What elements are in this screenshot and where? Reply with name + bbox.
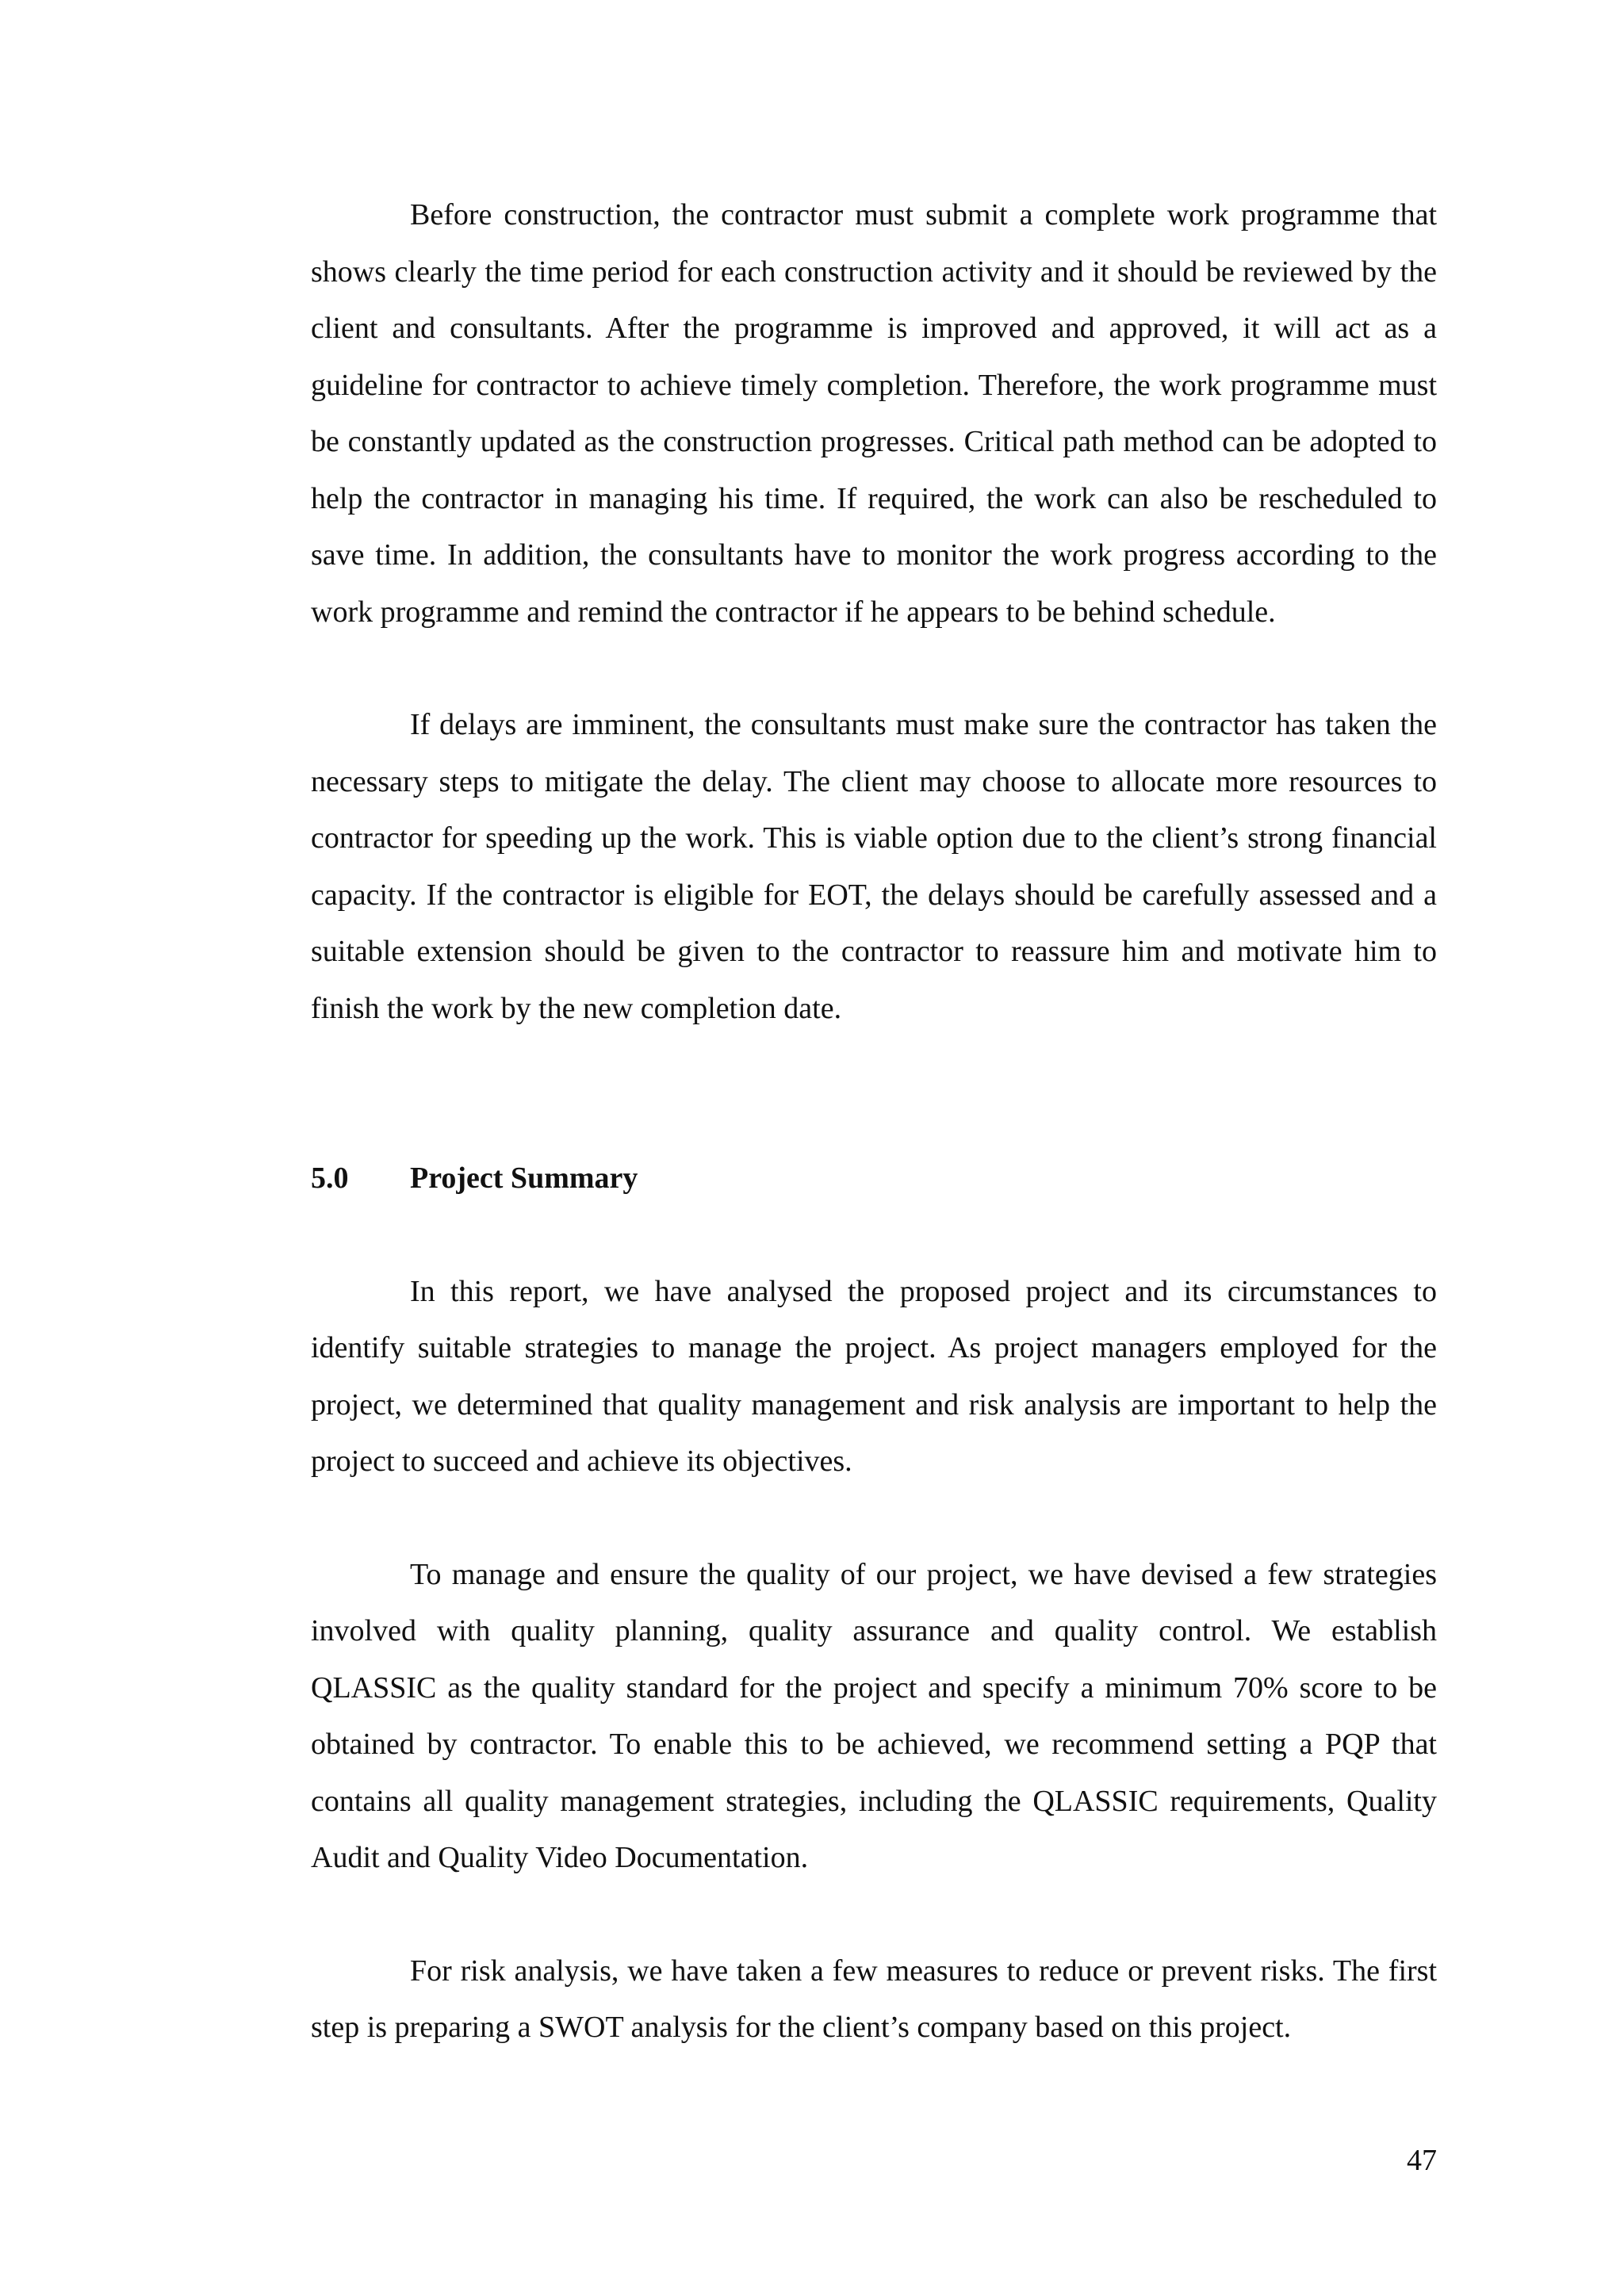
body-paragraph: Before construction, the contractor must submit a complete work programme that shows clearly the time period for each construction activity and it should be reviewed by the client and consultants. After the programme is improved and approved, it will act as a guideline for contractor to achieve timely completion. Therefore, the work programme must be constantly updated as the construction progresses. Critical path method can be adopted to help the contractor in managing his time. If required, the work can also be rescheduled to save time. In addition, the consultants have to monitor the work progress according to the work programme and remind the contractor if he appears to be behind schedule.	[311, 198, 1437, 629]
section-heading	[311, 1150, 1437, 1207]
section-title: Project Summary	[410, 1161, 638, 1195]
body-paragraph: If delays are imminent, the consultants must make sure the contractor has taken the necessary steps to mitigate the delay. The client may choose to allocate more resources to contractor for speeding up the work. This is viable option due to the client’s strong financial capacity. If the contractor is eligible for EOT, the delays should be carefully assessed and a suitable extension should be given to the contractor to reassure him and motivate him to finish the work by the new completion date.	[311, 708, 1437, 1025]
body-paragraph: To manage and ensure the quality of our project, we have devised a few strategies involved with quality planning, quality assurance and quality control. We establish QLASSIC as the quality standard for the project and specify a minimum 70% score to be obtained by contractor. To enable this to be achieved, we recommend setting a PQP that contains all quality management strategies, including the QLASSIC requirements, Quality Audit and Quality Video Documentation.	[311, 1557, 1437, 1874]
page-number: 47	[1407, 2144, 1437, 2177]
body-paragraph: For risk analysis, we have taken a few measures to reduce or prevent risks. The first step is preparing a SWOT analysis for the client’s company based on this project.	[311, 1954, 1437, 2044]
section-number: 5.0	[311, 1161, 349, 1195]
body-paragraph: In this report, we have analysed the proposed project and its circumstances to identify suitable strategies to manage the project. As project managers employed for the project, we determined that quality management and risk analysis are important to help the project to succeed and achieve its objectives.	[311, 1274, 1437, 1478]
page-content	[311, 187, 1437, 2057]
